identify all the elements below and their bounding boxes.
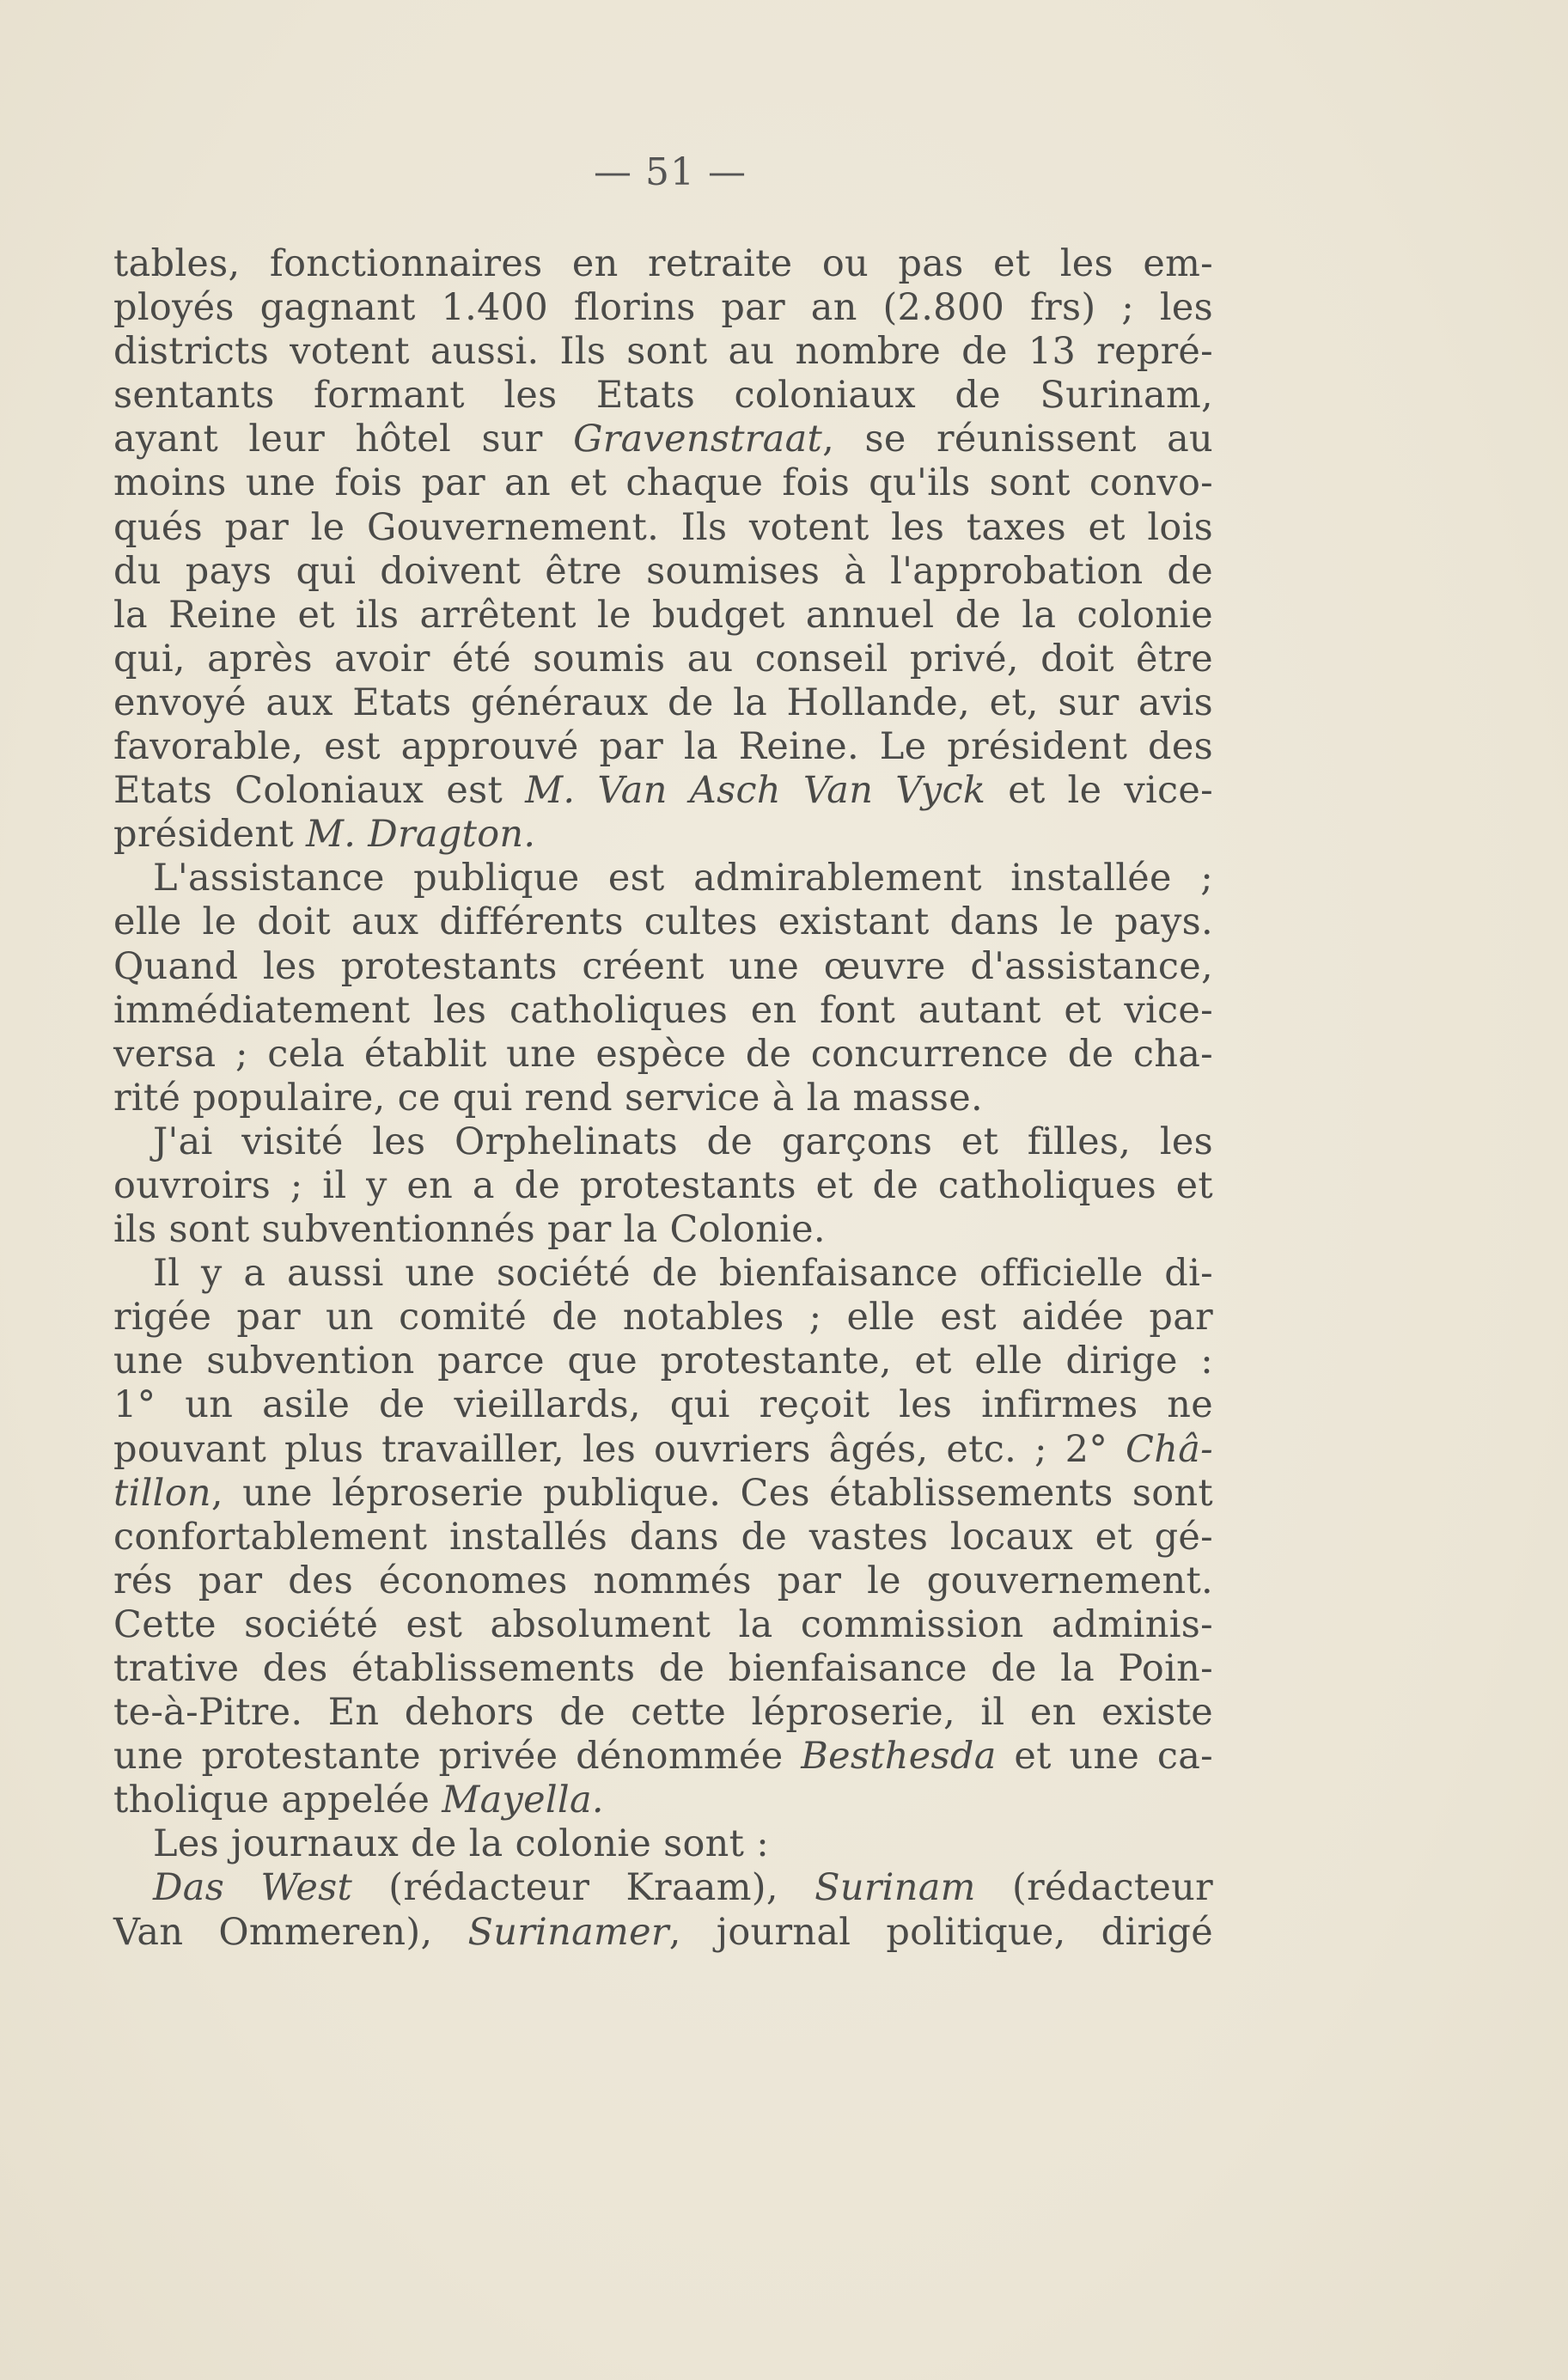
text-line: versa ; cela établit une espèce de concurrence de cha- [113, 1032, 1213, 1076]
text-line: te-à-Pitre. En dehors de cette léproserie, il en existe [113, 1691, 1213, 1735]
text-line: Das West (rédacteur Kraam), Surinam (rédacteur [153, 1866, 1214, 1910]
text-line: Van Ommeren), Surinamer, journal politique, dirigé [113, 1910, 1213, 1954]
text-line: ils sont subventionnés par la Colonie. [113, 1208, 826, 1252]
text-line: ayant leur hôtel sur Gravenstraat, se réunissent au [113, 418, 1213, 461]
text-line: qués par le Gouvernement. Ils votent les taxes et lois [113, 505, 1213, 549]
text-line: tholique appelée Mayella. [113, 1779, 604, 1822]
italic-institution-name: Mayella. [442, 1779, 604, 1822]
text-line: 1° un asile de vieillards, qui reçoit les infirmes ne [113, 1383, 1213, 1427]
text-line: trative des établissements de bienfaisance de la Poin- [113, 1647, 1213, 1690]
text-line: tables, fonctionnaires en retraite ou pas et les em- [113, 242, 1213, 285]
italic-newspaper-title: Surinam [815, 1866, 976, 1910]
text-line: L'assistance publique est admirablement installée ; [153, 857, 1213, 900]
text-line: la Reine et ils arrêtent le budget annuel de la colonie [113, 593, 1213, 637]
text-line: confortablement installés dans de vastes locaux et gé- [113, 1515, 1213, 1559]
text-line: Les journaux de la colonie sont : [153, 1822, 770, 1866]
text-line: président M. Dragton. [113, 813, 536, 857]
text-line: envoyé aux Etats généraux de la Hollande, et, sur avis [113, 680, 1213, 724]
text-line: rigée par un comité de notables ; elle est aidée par [113, 1296, 1213, 1340]
body-text [113, 242, 1213, 1955]
text-line: une subvention parce que protestante, et elle dirige : [113, 1340, 1213, 1383]
text-line: Etats Coloniaux est M. Van Asch Van Vyck et le vice- [113, 769, 1213, 813]
text-line: favorable, est approuvé par la Reine. Le président des [113, 725, 1213, 769]
text-line: Il y a aussi une société de bienfaisance officielle di- [153, 1252, 1213, 1296]
text-line: tillon, une léproserie publique. Ces établissements sont [113, 1471, 1213, 1515]
text-line: Quand les protestants créent une œuvre d'assistance, [113, 944, 1213, 988]
italic-street-name: Gravenstraat [573, 418, 823, 461]
italic-person-name: M. Van Asch Van Vyck [525, 769, 986, 813]
page-number: — 51 — [594, 150, 747, 194]
text-line: une protestante privée dénommée Besthesda et une ca- [113, 1735, 1213, 1779]
italic-newspaper-title: Surinamer [467, 1910, 669, 1954]
text-line: Cette société est absolument la commission adminis- [113, 1602, 1213, 1646]
italic-place-name: Châ- [1126, 1427, 1213, 1471]
text-line: ouvroirs ; il y en a de protestants et de catholiques et [113, 1163, 1213, 1207]
text-line: qui, après avoir été soumis au conseil privé, doit être [113, 637, 1213, 680]
text-line: sentants formant les Etats coloniaux de Surinam, [113, 374, 1213, 418]
text-line: moins une fois par an et chaque fois qu'ils sont convo- [113, 461, 1213, 505]
text-line: du pays qui doivent être soumises à l'approbation de [113, 549, 1213, 593]
text-line: immédiatement les catholiques en font autant et vice- [113, 988, 1213, 1032]
text-line: elle le doit aux différents cultes existant dans le pays. [113, 900, 1213, 944]
text-line: rité populaire, ce qui rend service à la masse. [113, 1076, 983, 1120]
text-line: J'ai visité les Orphelinats de garçons et filles, les [153, 1120, 1213, 1163]
italic-place-name: tillon [113, 1471, 211, 1515]
text-line: rés par des économes nommés par le gouvernement. [113, 1559, 1213, 1602]
text-line: ployés gagnant 1.400 florins par an (2.800 frs) ; les [113, 286, 1213, 330]
italic-institution-name: Besthesda [801, 1735, 997, 1779]
text-line: districts votent aussi. Ils sont au nombre de 13 repré- [113, 330, 1213, 374]
italic-person-name: M. Dragton. [305, 813, 536, 857]
italic-newspaper-title: Das West [153, 1866, 353, 1910]
text-line: pouvant plus travailler, les ouvriers âgés, etc. ; 2° Châ- [113, 1427, 1213, 1471]
